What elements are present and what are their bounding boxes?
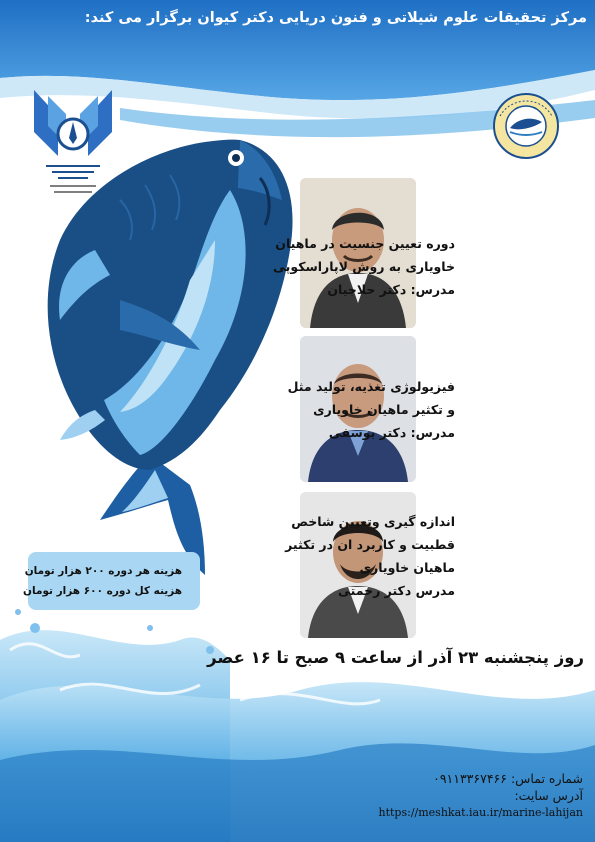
course-3-line-1: اندازه گیری وتعیین شاخص	[291, 514, 455, 529]
course-3-instructor: مدرس دکتر رحمتی	[337, 583, 455, 598]
course-2-line-1: فیزیولوژی تغذیه، تولید مثل	[287, 379, 455, 394]
contact-phone: شماره تماس: ۰۹۱۱۳۳۶۷۴۶۶	[433, 771, 583, 786]
fee-box	[23, 552, 200, 610]
course-1	[273, 232, 455, 301]
fee-per-course: هزینه هر دوره ۲۰۰ هزار تومان	[24, 565, 182, 577]
site-label: آدرس سایت:	[514, 788, 583, 803]
course-3-line-3: ماهیان خاویاری	[359, 560, 455, 575]
course-2-instructor: مدرس: دکتر یوسفی	[328, 425, 455, 440]
fee-total: هزینه کل دوره ۶۰۰ هزار تومان	[23, 585, 182, 597]
course-1-instructor: مدرس: دکتر حلاجیان	[327, 282, 455, 297]
course-3	[285, 510, 455, 602]
header-text: مرکز تحقیقات علوم شیلاتی و فنون دریایی دکتر کیوان برگزار می کند:	[84, 10, 587, 26]
site-url[interactable]: https://meshkat.iau.ir/marine-lahijan	[378, 806, 583, 819]
course-3-line-2: قطبیت و کاربرد ان در تکثیر	[285, 537, 455, 552]
course-2	[288, 375, 455, 444]
contact-info	[283, 770, 583, 822]
course-1-line-2: خاویاری به روش لاپاراسکوپی	[273, 259, 455, 274]
course-1-line-1: دوره تعیین جنسیت در ماهیان	[275, 236, 455, 251]
event-date: روز پنجشنبه ۲۳ آذر از ساعت ۹ صبح تا ۱۶ عصر	[207, 648, 584, 667]
course-2-line-2: و تکثیر ماهیان خاویاری	[313, 402, 455, 417]
